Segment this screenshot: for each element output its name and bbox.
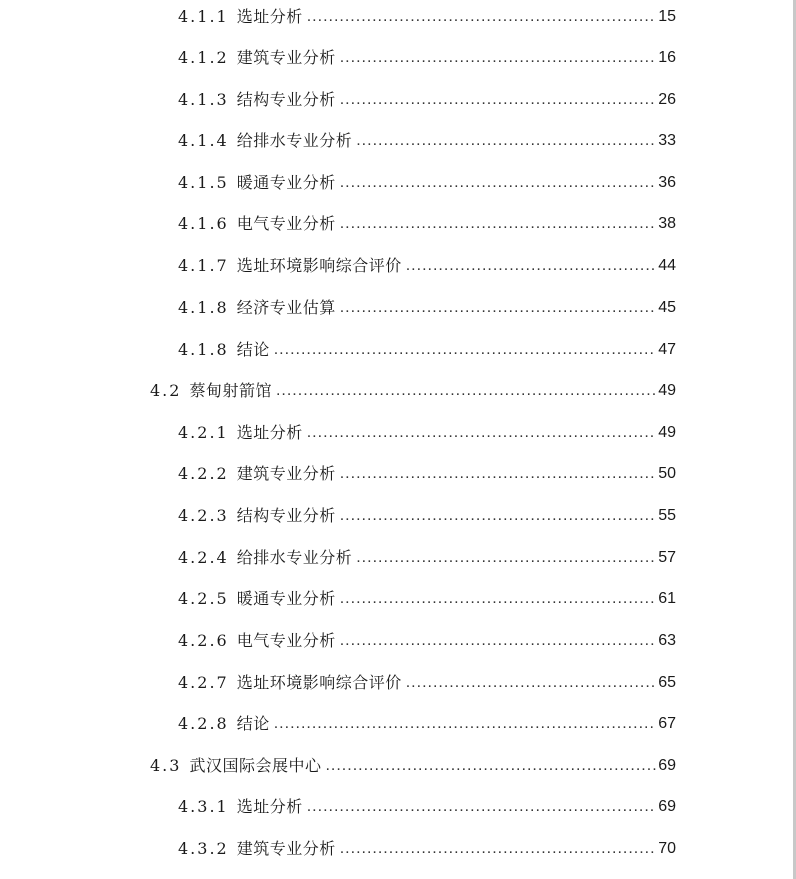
toc-entry-page: 67 (658, 715, 676, 732)
toc-dot-leader (274, 340, 656, 360)
toc-entry-number: 4.1.8 (178, 298, 229, 317)
toc-dot-leader (274, 714, 656, 734)
toc-entry[interactable] (178, 793, 676, 817)
toc-entry-number: 4.1.7 (178, 256, 229, 275)
toc-dot-leader (325, 756, 656, 776)
toc-entry-title: 武汉国际会展中心 (189, 756, 322, 775)
toc-dot-leader (276, 381, 656, 401)
toc-dot-leader (356, 548, 656, 568)
toc-entry[interactable] (178, 44, 676, 68)
toc-entry-page: 26 (658, 91, 676, 108)
toc-entry-number: 4.1.4 (178, 131, 229, 150)
toc-entry-number: 4.1.2 (178, 48, 229, 67)
toc-entry-number: 4.2.4 (178, 548, 229, 567)
toc-entry-number: 4.1.1 (178, 7, 229, 26)
toc-entry-number: 4.3 (150, 756, 182, 775)
toc-entry[interactable] (178, 169, 676, 193)
toc-entry-page: 45 (658, 299, 676, 316)
toc-entry-page: 44 (658, 257, 676, 274)
toc-entry-title: 选址分析 (236, 423, 303, 442)
toc-entry[interactable] (178, 127, 676, 151)
toc-entry-number: 4.2.3 (178, 506, 229, 525)
toc-entry-title: 暖通专业分析 (236, 173, 336, 192)
toc-entry-title: 蔡甸射箭馆 (189, 381, 272, 400)
toc-entry-page: 49 (658, 424, 676, 441)
toc-entry-title: 建筑专业分析 (236, 839, 336, 858)
toc-entry[interactable] (178, 419, 676, 443)
toc-entry-number: 4.3.1 (178, 797, 229, 816)
toc-entry-number: 4.2.8 (178, 714, 229, 733)
toc-entry-page: 69 (658, 757, 676, 774)
toc-entry-page: 63 (658, 632, 676, 649)
toc-entry[interactable] (178, 86, 676, 110)
toc-entry[interactable] (178, 336, 676, 360)
toc-entry-page: 16 (658, 49, 676, 66)
toc-entry[interactable] (178, 627, 676, 651)
toc-entry[interactable] (178, 460, 676, 484)
toc-entry[interactable] (150, 752, 676, 776)
toc-dot-leader (340, 90, 656, 110)
toc-entry[interactable] (150, 377, 676, 401)
toc-dot-leader (340, 214, 656, 234)
toc-entry-title: 结构专业分析 (236, 506, 336, 525)
toc-entry-number: 4.2.1 (178, 423, 229, 442)
toc-entry-title: 建筑专业分析 (236, 48, 336, 67)
toc-entry-title: 选址环境影响综合评价 (236, 673, 402, 692)
toc-entry-title: 结论 (236, 714, 270, 733)
toc-entry-title: 选址分析 (236, 7, 303, 26)
toc-entry-page: 55 (658, 507, 676, 524)
toc-entry-title: 选址环境影响综合评价 (236, 256, 402, 275)
toc-entry-title: 暖通专业分析 (236, 589, 336, 608)
toc-entry-page: 61 (658, 590, 676, 607)
toc-dot-leader (340, 839, 656, 859)
toc-entry-number: 4.2.7 (178, 673, 229, 692)
toc-entry[interactable] (178, 544, 676, 568)
toc-entry-page: 33 (658, 132, 676, 149)
toc-entry-title: 选址分析 (236, 797, 303, 816)
toc-entry-title: 给排水专业分析 (236, 131, 353, 150)
toc-entry-page: 15 (658, 8, 676, 25)
toc-entry[interactable] (178, 585, 676, 609)
toc-dot-leader (307, 797, 656, 817)
toc-entry-number: 4.2.5 (178, 589, 229, 608)
toc-entry-number: 4.1.8 (178, 340, 229, 359)
toc-entry-number: 4.1.5 (178, 173, 229, 192)
toc-entry[interactable] (178, 252, 676, 276)
toc-entry-page: 38 (658, 215, 676, 232)
toc-entry[interactable] (178, 669, 676, 693)
toc-dot-leader (340, 48, 656, 68)
toc-entry[interactable] (178, 3, 676, 27)
toc-entry-page: 50 (658, 465, 676, 482)
toc-dot-leader (340, 298, 656, 318)
toc-dot-leader (340, 589, 656, 609)
toc-entry-page: 47 (658, 341, 676, 358)
toc-dot-leader (340, 173, 656, 193)
toc-entry-title: 结论 (236, 340, 270, 359)
toc-entry[interactable] (178, 710, 676, 734)
toc-entry-number: 4.1.6 (178, 214, 229, 233)
toc-entry-title: 给排水专业分析 (236, 548, 353, 567)
toc-entry-number: 4.2.6 (178, 631, 229, 650)
toc-dot-leader (340, 506, 656, 526)
toc-entry-title: 经济专业估算 (236, 298, 336, 317)
toc-entry-number: 4.3.2 (178, 839, 229, 858)
toc-entry[interactable] (178, 502, 676, 526)
toc-entry-number: 4.2.2 (178, 464, 229, 483)
toc-dot-leader (340, 631, 656, 651)
toc-entry[interactable] (178, 210, 676, 234)
toc-entry-page: 69 (658, 798, 676, 815)
toc-dot-leader (340, 464, 656, 484)
toc-entry[interactable] (178, 835, 676, 859)
toc-dot-leader (406, 673, 656, 693)
toc-dot-leader (307, 423, 656, 443)
toc-entry-title: 建筑专业分析 (236, 464, 336, 483)
toc-entry-title: 结构专业分析 (236, 90, 336, 109)
toc-entry-title: 电气专业分析 (236, 214, 336, 233)
toc-entry-number: 4.2 (150, 381, 182, 400)
toc-entry-page: 57 (658, 549, 676, 566)
toc-entry-page: 65 (658, 674, 676, 691)
toc-entry-title: 电气专业分析 (236, 631, 336, 650)
toc-entry-page: 49 (658, 382, 676, 399)
toc-dot-leader (356, 131, 656, 151)
toc-entry-page: 36 (658, 174, 676, 191)
toc-dot-leader (406, 256, 656, 276)
toc-entry[interactable] (178, 294, 676, 318)
toc-entry-number: 4.1.3 (178, 90, 229, 109)
toc-entry-page: 70 (658, 840, 676, 857)
toc-dot-leader (307, 7, 656, 27)
